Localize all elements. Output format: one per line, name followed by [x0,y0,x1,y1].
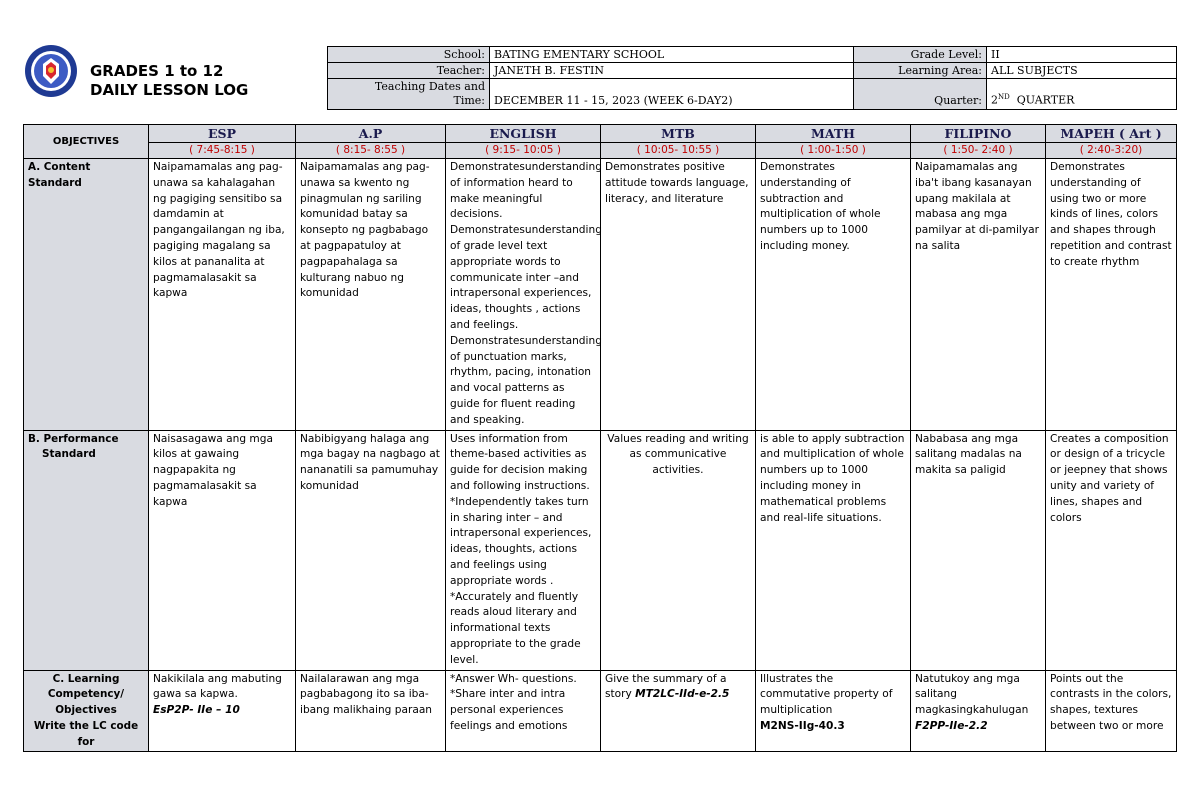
quarter-number: 2 [991,94,998,107]
content-standard-row [24,159,1177,431]
content-ap: Naipamamalas ang pag-unawa sa kwento ng pinagmulan ng sariling komunidad batay sa konsepto ng pagbabago at pagpapatuloy at pagpapahalaga sa kulturang nabuo ng komunidad [296,159,446,431]
quarter-superscript: ND [998,93,1010,102]
content-english: Demonstratesunderstanding of information heard to make meaningful decisions. Demonstratesunderstanding of grade level text appropriate words to communicate inter –and intrapersonal experiences, ideas, thoughts , actions and feelings. Demonstratesunderstanding of punctuation marks, rhythm, pacing, intonation and vocal patterns as guide for fluent reading and speaking. [446,159,601,431]
competency-label-line2: Competency/ [47,688,125,701]
subject-math: MATH [756,125,911,143]
teaching-dates-label [328,79,490,110]
deped-seal-icon [24,44,78,98]
time-math: ( 1:00-1:50 ) [756,143,911,159]
competency-mtb-text: Give the summary of a story [605,672,727,701]
performance-ap: Nabibigyang halaga ang mga bagay na nagbago at nananatili sa pamumuhay komunidad [296,430,446,670]
competency-filipino-code: F2PP-IIe-2.2 [915,719,988,732]
subject-mtb: MTB [601,125,756,143]
competency-label-line4: Write the LC code for [33,719,139,748]
learning-competency-row [24,670,1177,752]
content-standard-label: A. Content Standard [24,159,149,431]
time-esp: ( 7:45-8:15 ) [149,143,296,159]
performance-label-line1: B. Performance [28,432,119,445]
lesson-log-table [23,124,1177,752]
performance-label-line2: Standard [42,448,96,461]
content-mtb: Demonstrates positive attitude towards language, literacy, and literature [601,159,756,431]
header-info-table [327,46,1177,110]
learning-area-label: Learning Area: [854,63,987,79]
performance-math: is able to apply subtraction and multiplication of whole numbers up to 1000 including money in mathematical problems and real-life situations. [756,430,911,670]
title-line-1: GRADES 1 to 12 [90,62,224,80]
subject-header-row [24,125,1177,143]
content-math: Demonstrates understanding of subtraction and multiplication of whole numbers up to 1000 including money. [756,159,911,431]
teacher-label: Teacher: [328,63,490,79]
competency-math-text: Illustrates the commutative property of multiplication [760,672,893,717]
content-esp: Naipamamalas ang pag-unawa sa kahalagahan ng pagiging sensitibo sa damdamin at pangangailangan ng iba, pagiging magalang sa kilos at pananalita at pagmamalasakit sa kapwa [149,159,296,431]
performance-esp: Naisasagawa ang mga kilos at gawaing nagpapakita ng pagmamalasakit sa kapwa [149,430,296,670]
time-filipino: ( 1:50- 2:40 ) [911,143,1046,159]
quarter-label: Quarter: [854,79,987,110]
competency-english-line1: *Answer Wh- questions. [450,672,577,685]
time-english: ( 9:15- 10:05 ) [446,143,601,159]
performance-english: Uses information from theme-based activities as guide for decision making and following instructions. *Independently takes turn in sharing inter – and intrapersonal experiences, ideas, thoughts, actions and feelings using appropriate words . *Accurately and fluently reads aloud literary and informational texts appropriate to the grade level. [446,430,601,670]
competency-mtb [601,670,756,752]
title-line-2: DAILY LESSON LOG [90,81,249,99]
competency-esp [149,670,296,752]
performance-mtb: Values reading and writing as communicative activities. [601,430,756,670]
competency-esp-text: Nakikilala ang mabuting gawa sa kapwa. [153,672,282,701]
time-mtb: ( 10:05- 10:55 ) [601,143,756,159]
content-filipino: Naipamamalas ang iba't ibang kasanayan upang makilala at mabasa ang mga pamilyar at di-pamilyar na salita [911,159,1046,431]
time-ap: ( 8:15- 8:55 ) [296,143,446,159]
competency-label-line3: Objectives [55,704,117,717]
subject-english: ENGLISH [446,125,601,143]
competency-english-line2: *Share inter and intra personal experiences feelings and emotions [450,688,568,732]
teaching-dates-value: DECEMBER 11 - 15, 2023 (WEEK 6-DAY2) [490,79,854,110]
performance-standard-row [24,430,1177,670]
performance-filipino: Nababasa ang mga salitang madalas na makita sa paligid [911,430,1046,670]
performance-standard-label [24,430,149,670]
competency-label-line1: C. Learning [52,672,120,685]
subject-filipino: FILIPINO [911,125,1046,143]
grade-level-label: Grade Level: [854,47,987,63]
subject-ap: A.P [296,125,446,143]
learning-competency-label [24,670,149,752]
subject-mapeh: MAPEH ( Art ) [1046,125,1177,143]
competency-mtb-code: MT2LC-IId-e-2.5 [635,688,730,701]
teacher-value: JANETH B. FESTIN [490,63,854,79]
school-label: School: [328,47,490,63]
learning-area-value: ALL SUBJECTS [987,63,1177,79]
competency-math [756,670,911,752]
competency-english [446,670,601,752]
competency-filipino [911,670,1046,752]
performance-mapeh: Creates a composition or design of a tricycle or jeepney that shows unity and variety of lines, shapes and colors [1046,430,1177,670]
teaching-dates-label-line1: Teaching Dates and [374,80,485,93]
school-value: BATING EMENTARY SCHOOL [490,47,854,63]
time-mapeh: ( 2:40-3:20) [1046,143,1177,159]
objectives-header: OBJECTIVES [24,125,149,159]
competency-math-code: M2NS-IIg-40.3 [760,719,845,732]
teaching-dates-label-line2: Time: [453,94,485,107]
competency-mapeh: Points out the contrasts in the colors, shapes, textures between two or more [1046,670,1177,752]
subject-esp: ESP [149,125,296,143]
quarter-value [987,79,1177,110]
grade-level-value: II [987,47,1177,63]
competency-filipino-text: Natutukoy ang mga salitang magkasingkahulugan [915,672,1029,717]
quarter-word: QUARTER [1016,94,1075,107]
page-title [90,62,248,100]
time-row [24,143,1177,159]
competency-ap: Nailalarawan ang mga pagbabagong ito sa iba-ibang malikhaing paraan [296,670,446,752]
content-mapeh: Demonstrates understanding of using two or more kinds of lines, colors and shapes through repetition and contrast to create rhythm [1046,159,1177,431]
competency-esp-code: EsP2P- IIe – 10 [153,704,240,717]
